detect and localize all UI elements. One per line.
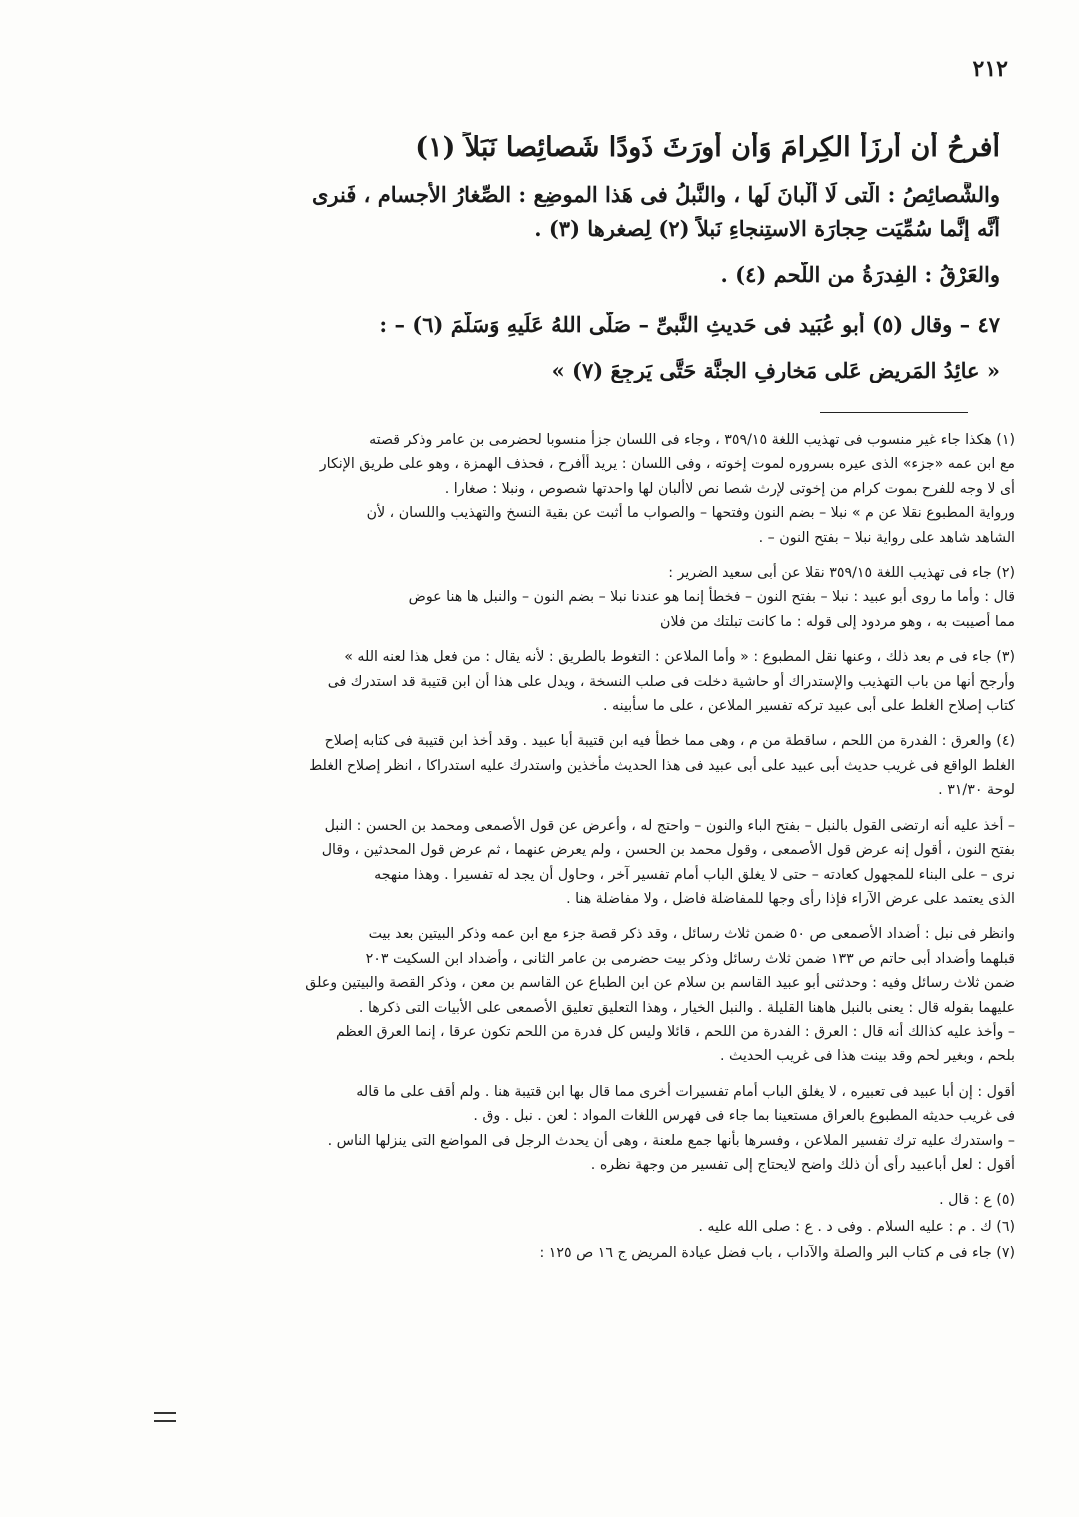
footnote-line: (٣) جاء فى م بعد ذلك ، وعنها نقل المطبوع : « وأما الملاعن : التغوط بالطريق : لأنه يقال : من فعل هذا لعنه الله » (344, 649, 1015, 666)
footnote-line: (٦) ك . م : عليه السلام . وفى د . ع : صلى الله عليه . (698, 1218, 1015, 1235)
footnote-line: (٥) ع : قال . (939, 1192, 1015, 1209)
verse-line: أَفرحُ أَن أُرزَأَ الكِرامَ وَأَن أُورَثَ ذَودًا شَصائِصا نَبَلاً (١) (415, 132, 1000, 163)
footnote-line: ورواية المطبوع نقلا عن م » نبلا – بضم النون وفتحها – والصواب ما أثبت عن بقية النسخ والتهذيب واللسان ، لأن (366, 505, 1015, 522)
main-line-2: أَنَّه إنَّما سُمِّيَت حِجارَة الاستِنجاءِ نَبلاً (٢) لِصغرِها (٣) . (534, 216, 1000, 241)
footnote-line: أقول : لعل أباعبيد رأى أن ذلك واضح لايحتاج إلى تفسير من وجهة نظره . (590, 1156, 1015, 1173)
footnote-line: (٧) جاء فى م كتاب البر والصلة والآداب ، باب فضل عيادة المريض ج ١٦ ص ١٢٥ : (539, 1245, 1015, 1262)
hadith-intro-line: ٤٧ – وقال (٥) أبو عُبَيد فى حَديثِ النَّبىِّ – صَلَّى اللهُ عَلَيهِ وَسَلَّمَ (٦) – : (379, 312, 1000, 337)
footnote-line: فى غريب حديثه المطبوع بالعراق مستعينا بما جاء فى فهرس اللغات المواد : لعن . نبل . وق . (473, 1108, 1015, 1125)
footnote-line: مما أصيبت به ، وهو مردود إلى قوله : ما كانت تبلتك من فلان (660, 613, 1015, 630)
footnote-line: – أخذ عليه أنه ارتضى القول بالنبل – بفتح الباء والنون – واحتج له ، وأعرض عن قول الأصمعى ومحمد بن الحسن : النبل (324, 817, 1015, 834)
page-number: ٢١٢ (972, 56, 1008, 82)
footnote-4-commentary (120, 814, 1015, 912)
footnote-line: قال : وأما ما روى أبو عبيد : نبلا – بفتح النون – فخطأ إنما هو عندنا نبلا – بضم النون – والنبل ها هنا عوض (408, 589, 1015, 606)
footnote-line: عليهما بقوله قال : يعنى بالنبل هاهنا القليلة . والنبل الخيار ، وهذا التعليق تعليق الأصمعى على الأبيات التى ذكرها . (358, 999, 1015, 1016)
footnote-line: ضمن ثلاث رسائل وفيه : وحدثنى أبو عبيد القاسم بن سلام عن ابن الطباع عن القاسم بن معن ، وذكر القصة والبيتين وعلق (305, 975, 1015, 992)
footnote-3 (120, 645, 1015, 718)
footnote-1 (120, 428, 1015, 550)
footnote-5 (120, 1188, 1015, 1212)
footnote-line: أقول : إن أبا عبيد فى تعبيره ، لا يغلق الباب أمام تفسيرات أخرى مما قال بها ابن قتيبة هنا . ولم أقف على ما قاله (356, 1083, 1015, 1100)
footnote-4-remarks (120, 1080, 1015, 1178)
footnote-line: لوحة ٣١/٣٠ . (938, 782, 1015, 799)
footnote-line: الذى يعتمد على عرض الآراء فإذا رأى وجها للمفاضلة فاضل ، ولا مفاضلة هنا . (566, 890, 1015, 907)
footnote-line: (١) هكذا جاء غير منسوب فى تهذيب اللغة ٣٥٩/١٥ ، وجاء فى اللسان جزأ منسوبا لحضرمى بن عامر وذكر قصته (369, 432, 1015, 448)
footnote-line: أى لا وجه للفرح بموت كرام من إخوتى لإرث شصا نص لاألبان لها واحدتها شصوص ، ونبلا : صغارا . (444, 480, 1015, 497)
footnote-line: – وأخذ عليه كذالك أنه قال : العرق : الفدرة من اللحم ، قائلا وليس كل فدرة من اللحم تكون عرقا ، إنما العرق العظم (335, 1023, 1015, 1040)
footnote-separator (820, 412, 968, 413)
footnote-line: بفتح النون ، أقول إنه عرض قول الأصمعى ، وقول محمد بن الحسن ، ولم يعرض عنهما ، ثم عرض قول المحدثين ، وقال (321, 842, 1015, 859)
footnote-line: الغلط الواقع فى غريب حديث أبى عبيد على أبى عبيد فى هذا الحديث مأخذين واستدرك عليه استدراكا ، انظر إصلاح الغلط (309, 757, 1015, 774)
footnote-line: وأرجح أنها من باب التهذيب والإستدراك أو حاشية دخلت فى صلب النسخة ، ويدل على هذا أن ابن قتيبة قد استدرك فى (327, 673, 1015, 690)
footnote-line: نرى – على البناء للمجهول كعادته – حتى لا يغلق الباب أمام تفسير آخر ، وحاول أن يجد له تفسيرا . وهذا منهجه (374, 866, 1015, 883)
footnote-line: قبلهما وأضداد أبى حاتم ص ١٣٣ ضمن ثلاث رسائل وذكر بيت حضرمى بن عامر الثانى ، وأضداد ابن السكيت ٢٠٣ (365, 950, 1015, 967)
footnote-4 (120, 729, 1015, 802)
footnote-line: وانظر فى نبل : أضداد الأصمعى ص ٥٠ ضمن ثلاث رسائل ، وقد ذكر قصة جزء مع ابن عمه وذكر البيتين بعد بيت (368, 926, 1015, 943)
hadith-text-line: « عائِدُ المَريضِ عَلى مَخارِفِ الجنَّة حَتَّى يَرجِعَ (٧) » (551, 358, 1000, 383)
continuation-mark (154, 1412, 176, 1422)
footnotes (120, 428, 1015, 1277)
footnote-6 (120, 1215, 1015, 1239)
footnote-2 (120, 561, 1015, 634)
footnote-line: الشاهد شاهد على رواية نبلا – بفتح النون – . (758, 529, 1015, 546)
main-line-1: والشَّصائِصُ : الَّتى لَا أَلْبانَ لَها ، والنَّبلُ فى هَذا الموضِعِ : الصِّغارُ الأَجسامِ ، فَنرى (311, 182, 1000, 207)
footnote-7 (120, 1241, 1015, 1265)
footnote-line: – واستدرك عليه ترك تفسير الملاعن ، وفسرها بأنها جمع ملعنة ، وهى أن يحدث الرجل فى المواضع التى ينزلها الناس . (327, 1132, 1015, 1149)
footnote-line: (٤) والعرق : الفدرة من اللحم ، ساقطة من م ، وهى مما خطأ فيه ابن قتيبة أبا عبيد . وقد أخذ ابن قتيبة فى كتابه إصلاح (324, 733, 1015, 750)
footnote-line: كتاب إصلاح الغلط على أبى عبيد تركه تفسير الملاعن ، على ما سأبينه . (603, 698, 1015, 715)
footnote-line: (٢) جاء فى تهذيب اللغة ٣٥٩/١٥ نقلا عن أبى سعيد الضرير : (668, 565, 1015, 582)
main-line-3: والعَرْقُ : الفِدرَةُ من اللَّحمِ (٤) . (720, 262, 1000, 287)
footnote-4-references (120, 922, 1015, 1068)
footnote-line: بلحم ، وبغير لحم وقد بينت هذا فى غريب الحديث . (720, 1048, 1015, 1065)
footnote-line: مع ابن عمه «جزء» الذى عيره بسروره لموت إخوته ، وفى اللسان : يريد أأفرح ، فحذف الهمزة ، وهو على طريق الإنكار (319, 456, 1015, 473)
